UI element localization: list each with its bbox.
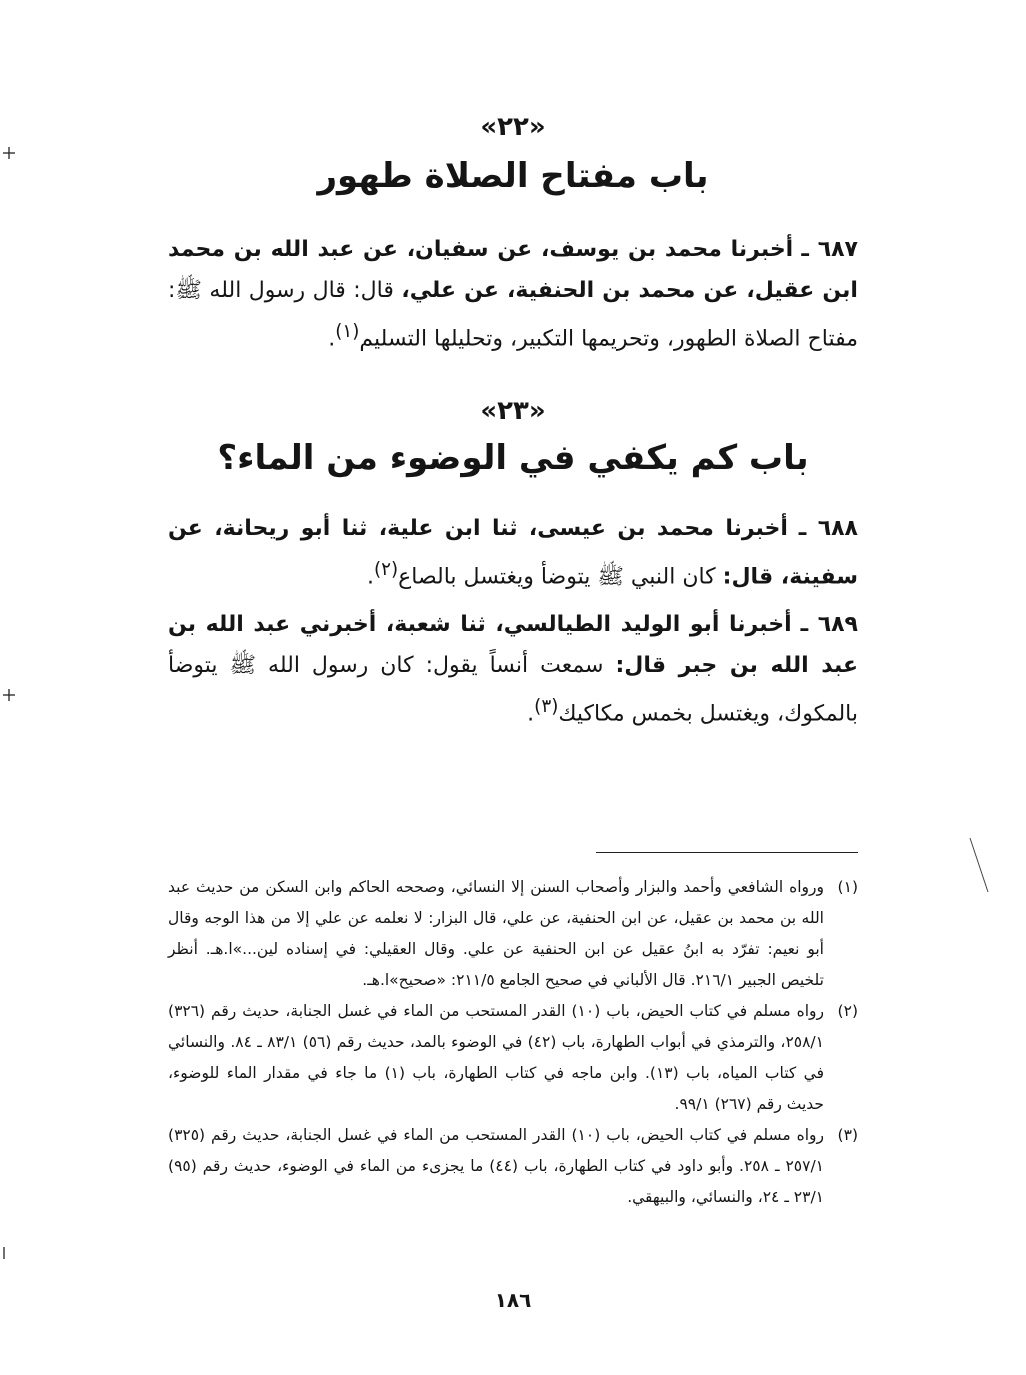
hadith-paragraph (168, 229, 858, 359)
hadith-number: ٦٨٧ ـ (801, 237, 858, 262)
scan-artifact-line (968, 836, 992, 896)
margin-mark-bottom-left (0, 1246, 14, 1260)
footnote-number: (٣) (837, 1126, 858, 1144)
hadith-end: . (527, 701, 535, 727)
footnote-separator (596, 852, 858, 853)
footnote-text: رواه مسلم في كتاب الحيض، باب (١٠) القدر المستحب من الماء في غسل الجنابة، حديث رقم (٣٢٦) ٢٥٨/١، والترمذي في أبواب الطهارة، باب (٤٢) في الوضوء بالمد، حديث رقم (٥٦) ٨٣/١ ـ ٨٤. والنسائي في كتاب المياه، باب (١٣). وابن ماجه في كتاب الطهارة، باب (١) ما جاء في مقدار الماء للوضوء، حديث رقم (٢٦٧) ٩٩/١. (168, 1002, 824, 1113)
hadith-end: . (366, 564, 374, 590)
hadith-matn: قال: قال رسول الله ﷺ: مفتاح الصلاة الطهور، وتحريمها التكبير، وتحليلها التسليم (168, 278, 858, 352)
page-number: ١٨٦ (494, 1288, 532, 1312)
footnote-number: (٢) (837, 1002, 858, 1020)
hadith-isnad: أخبرنا محمد بن يوسف، عن سفيان، عن عبد الله بن محمد ابن عقيل، عن محمد بن الحنفية، عن علي، (168, 237, 858, 303)
hadith-matn: كان النبي ﷺ يتوضأ ويغتسل بالصاع (398, 564, 716, 590)
hadith-number: ٦٨٩ ـ (800, 612, 858, 637)
footnote (168, 996, 858, 1120)
footnote-text: رواه مسلم في كتاب الحيض، باب (١٠) القدر المستحب من الماء في غسل الجنابة، حديث رقم (٣٢٥) ٢٥٧/١ ـ ٢٥٨. وأبو داود في كتاب الطهارة، باب (٤٤) ما يجزىء من الماء في الوضوء، حديث رقم (٩٥) ٢٣/١ ـ ٢٤، والنسائي، والبيهقي. (168, 1126, 824, 1206)
footnote (168, 872, 858, 996)
hadith-isnad: أخبرنا محمد بن عيسى، ثنا ابن علية، ثنا أبو ريحانة، عن سفينة، قال: (168, 516, 858, 590)
footnote-ref: (٢) (373, 559, 399, 580)
footnotes (168, 872, 858, 1213)
chapter-title: باب كم يكفي في الوضوء من الماء؟ (217, 438, 809, 478)
margin-mark-middle-left (2, 688, 16, 702)
footnote-number: (١) (837, 878, 858, 896)
footnote-text: ورواه الشافعي وأحمد والبزار وأصحاب السنن إلا النسائي، وصححه الحاكم وابن السكن من حديث عبد الله بن محمد بن عقيل، عن ابن الحنفية، عن علي، قال البزار: لا نعلمه عن علي إلا من هذا الوجه وقال أبو نعيم: تفرّد به ابنُ عقيل عن ابن الحنفية عن علي. وقال العقيلي: في إسناده لين...»ا.هـ. أنظر تلخيص الجبير ٢١٦/١. قال الألباني في صحيح الجامع ٢١١/٥: «صحيح»ا.هـ. (168, 878, 824, 989)
hadith-matn: سمعت أنساً يقول: كان رسول الله ﷺ يتوضأ بالمكوك، ويغتسل بخمس مكاكيك (168, 653, 858, 727)
footnote (168, 1120, 858, 1213)
hadith-paragraph (168, 604, 858, 734)
footnote-ref: (١) (335, 321, 360, 342)
footnote-ref: (٣) (534, 696, 559, 717)
hadith-end: . (328, 326, 336, 352)
hadith-number: ٦٨٨ ـ (798, 516, 858, 541)
chapter-number: «٢٢» (480, 112, 546, 142)
hadith-isnad: أخبرنا أبو الوليد الطيالسي، ثنا شعبة، أخبرني عبد الله بن عبد الله بن جبر قال: (168, 612, 858, 678)
chapter-title: باب مفتاح الصلاة طهور (317, 156, 709, 196)
hadith-paragraph (168, 508, 858, 597)
chapter-number: «٢٣» (480, 396, 546, 426)
